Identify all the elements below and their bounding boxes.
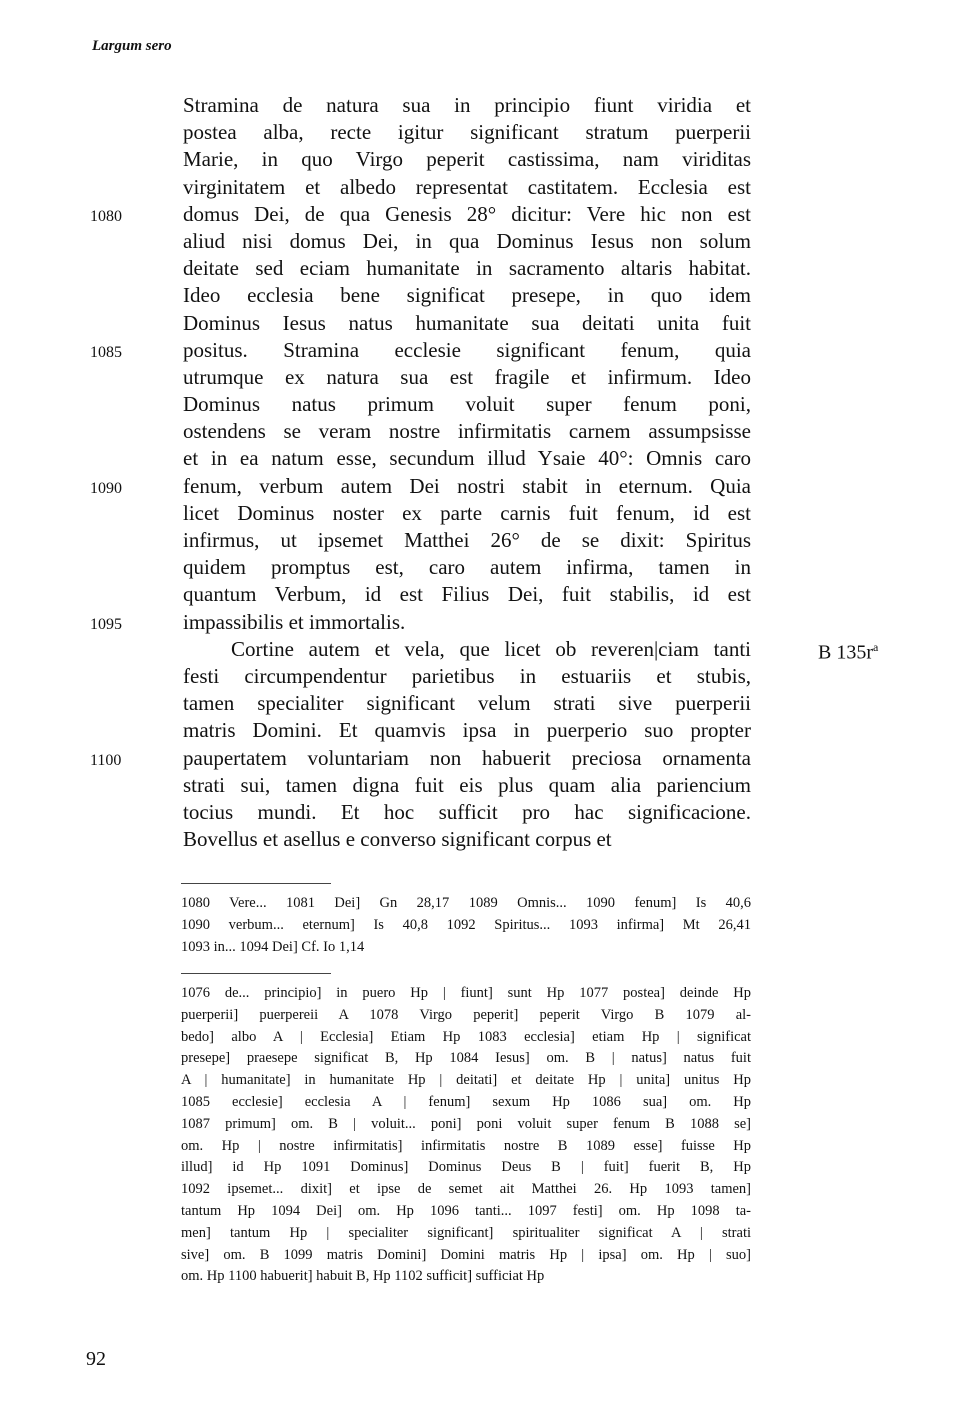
text-line: strati sui, tamen digna fuit eis plus quam alia pariencium [183, 772, 751, 797]
text-line: utrumque ex natura sua est fragile et infirmum. Ideo [183, 364, 751, 389]
text-line: infirmus, ut ipsemet Matthei 26° de se dixit: Spiritus [183, 528, 751, 552]
apparatus-line: illud] id Hp 1091 Dominus] Dominus Deus B | fuit] fuerit B, Hp [181, 1159, 751, 1176]
apparatus-line: bedo] albo A | Ecclesia] Etiam Hp 1083 ecclesia] etiam Hp | significat [181, 1028, 751, 1045]
text-line: quantum Verbum, id est Filius Dei, fuit stabilis, id est [183, 582, 751, 607]
line-number: 1100 [90, 751, 122, 769]
text-line: fenum, verbum autem Dei nostri stabit in eternum. Quia [183, 473, 751, 498]
apparatus-line: 1093 in... 1094 Dei] Cf. Io 1,14 [181, 938, 365, 955]
text-line: Bovellus et asellus e converso significant corpus et [183, 827, 612, 852]
apparatus-rule [181, 973, 331, 974]
sources-apparatus [181, 893, 751, 958]
apparatus-line: om. Hp 1100 habuerit] habuit B, Hp 1102 sufficit] sufficiat Hp [181, 1268, 545, 1285]
margin-folio-reference: B $135r^a$ [818, 640, 879, 664]
apparatus-line: men] tantum Hp | specialiter significant] spiritualiter significat A | strati [181, 1224, 751, 1241]
text-line: tamen specialiter significant velum strati sive puerperii [183, 691, 751, 716]
apparatus-line: om. Hp | nostre infirmitatis] infirmitatis nostre B 1089 esse] fuisse Hp [181, 1137, 751, 1154]
line-number: 1080 [90, 207, 122, 225]
text-line: matris Domini. Et quamvis ipsa in puerperio suo propter [183, 718, 751, 743]
text-line: positus. Stramina ecclesie significant fenum, quia [183, 337, 751, 362]
text-line: paupertatem voluntariam non habuerit preciosa ornamenta [183, 745, 751, 770]
main-text [183, 92, 751, 853]
text-line: Dominus Iesus natus humanitate sua deitati unita fuit [183, 310, 751, 335]
apparatus-line: 1080 Vere... 1081 Dei] Gn 28,17 1089 Omnis... 1090 fenum] Is 40,6 [181, 895, 751, 911]
critical-apparatus [181, 983, 751, 1288]
line-number: 1085 [90, 343, 122, 361]
page-number: 92 [86, 1348, 106, 1370]
text-line: festi circumpendentur parietibus in estuariis et stubis, [183, 663, 751, 688]
text-line: licet Dominus noster ex parte carnis fuit fenum, id est [183, 500, 751, 525]
text-line: Stramina de natura sua in principio fiunt viridia et [183, 93, 751, 117]
text-line: Dominus natus primum voluit super fenum poni, [183, 392, 751, 417]
text-line: Cortine autem et vela, que licet ob reveren|ciam tanti [231, 636, 751, 661]
apparatus-line: 1076 de... principio] in puero Hp | fiunt] sunt Hp 1077 postea] deinde Hp [181, 985, 751, 1001]
text-line: Ideo ecclesia bene significat presepe, in quo idem [183, 283, 751, 308]
apparatus-line: 1087 primum] om. B | voluit... poni] poni voluit super fenum B 1088 se] [181, 1115, 751, 1132]
line-number: 1090 [90, 479, 122, 497]
text-line: postea alba, recte igitur significant stratum puerperii [183, 120, 751, 145]
text-line: deitate sed eciam humanitate in sacramento altaris habitat. [183, 256, 751, 281]
apparatus-line: sive] om. B 1099 matris Domini] Domini matris Hp | ipsa] om. Hp | suo] [181, 1246, 751, 1263]
text-line: aliud nisi domus Dei, in qua Dominus Iesus non solum [183, 228, 751, 253]
text-line: impassibilis et immortalis. [183, 609, 406, 634]
apparatus-line: puerperii] puerpereii A 1078 Virgo peperit] peperit Virgo B 1079 al- [181, 1006, 751, 1023]
apparatus-line: 1090 verbum... eternum] Is 40,8 1092 Spiritus... 1093 infirma] Mt 26,41 [181, 916, 751, 933]
text-line: Marie, in quo Virgo peperit castissima, nam viriditas [183, 147, 751, 172]
apparatus-line: A | humanitate] in humanitate Hp | deitati] et deitate Hp | unita] unitus Hp [181, 1072, 751, 1089]
line-number: 1095 [90, 615, 122, 633]
text-line: tocius mundi. Et hoc sufficit pro hac significacione. [183, 799, 751, 824]
text-line: domus Dei, de qua Genesis 28° dicitur: Vere hic non est [183, 201, 751, 226]
apparatus-rule [181, 883, 331, 884]
apparatus-line: 1085 ecclesie] ecclesia A | fenum] sexum Hp 1086 sua] om. Hp [181, 1093, 751, 1110]
text-line: quidem promptus est, caro autem infirma, tamen in [183, 555, 751, 580]
text-line: virginitatem et albedo representat castitatem. Ecclesia est [183, 174, 751, 199]
text-line: ostendens se veram nostre infirmitatis carnem assumpsisse [183, 419, 751, 444]
apparatus-line: 1092 ipsemet... dixit] et ipse de semet ait Matthei 26. Hp 1093 tamen] [181, 1181, 751, 1198]
text-line: et in ea natum esse, secundum illud Ysaie 40°: Omnis caro [183, 446, 751, 471]
running-head: Largum sero [92, 38, 172, 54]
apparatus-line: tantum Hp 1094 Dei] om. Hp 1096 tanti... 1097 festi] om. Hp 1098 ta- [181, 1202, 751, 1219]
apparatus-line: presepe] praesepe significat B, Hp 1084 Iesus] om. B | natus] natus fuit [181, 1050, 751, 1067]
